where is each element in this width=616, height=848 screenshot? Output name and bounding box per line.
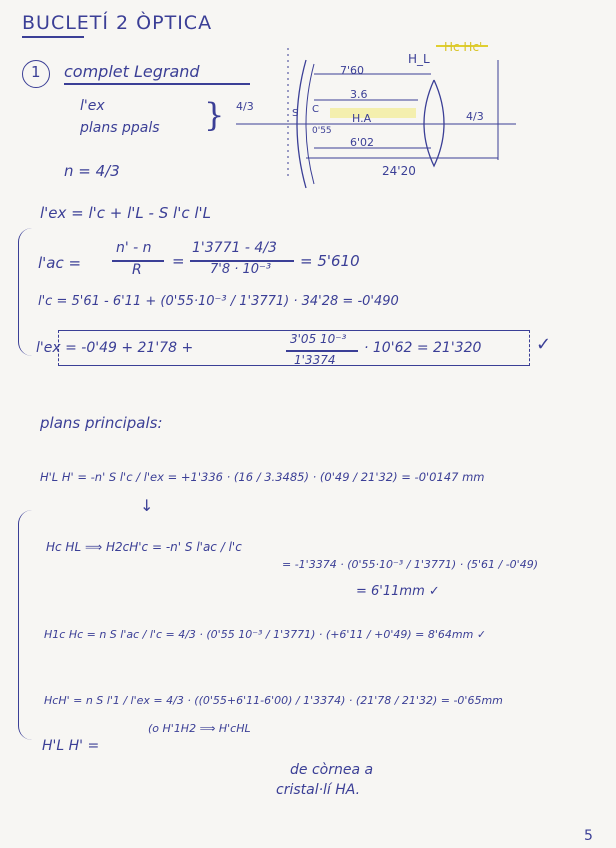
equation-2-rhs: = 5'610 [300,252,360,270]
diagram-label-left: 4/3 [236,100,254,113]
equation-2-den: R [132,262,142,278]
pp-arrow: ↓ [140,496,154,515]
diagram-label-total: 24'20 [382,164,416,178]
equation-bracket [18,228,33,356]
page-number: 5 [584,828,593,844]
diagram-label-36: 3.6 [350,88,368,101]
equation-2-num: n' - n [116,240,152,256]
section-heading-underline [64,83,250,85]
list-brace: } [204,96,225,134]
diagram-label-055: 0'55 [312,126,332,136]
diagram-label-c: C [312,104,319,115]
equation-2-lhs: l'ac = [38,254,82,272]
pp-row-4-note: (o H'1H2 ⟹ H'cHL [148,722,251,735]
equation-4-rhs: · 10'62 = 21'320 [364,340,482,356]
equation-4-frac-num: 3'05 10⁻³ [290,332,347,346]
diagram-label-hc-highlight: Hc Hc' [444,40,483,54]
list-item-plans: plans ppals [80,120,160,136]
section-number: 1 [31,63,41,81]
pp-row-2-rhs: = -1'3374 · (0'55·10⁻³ / 1'3771) · (5'61 / -0'49) [282,558,538,571]
list-item-lex: l'ex [80,98,105,114]
crystalline-lens [424,80,444,166]
title-underline [22,36,84,38]
equation-1: l'ex = l'c + l'L - S l'c l'L [40,204,211,222]
check-mark: ✓ [536,334,552,355]
pp-bracket [18,510,33,740]
diagram-label-760: 7'60 [340,64,365,77]
diagram-label-602: 6'02 [350,136,375,149]
equation-4-lhs: l'ex = -0'49 + 21'78 + [36,340,194,356]
footer-note-2: cristal·lí HA. [276,782,361,798]
equation-3: l'c = 5'61 - 6'11 + (0'55·10⁻³ / 1'3771) · 34'28 = -0'490 [38,294,399,309]
pp-row-5: H'L H' = [42,738,100,754]
diagram-label-right: 4/3 [466,110,484,123]
section-heading: complet Legrand [64,62,200,81]
equation-2-eq: = [172,252,185,270]
equation-2-mid-num: 1'3771 - 4/3 [192,240,277,256]
pp-row-1: H'L H' = -n' S l'c / l'ex = +1'336 · (16 / 3.3485) · (0'49 / 21'32) = -0'0147 mm [40,470,485,484]
pp-row-2-result: = 6'11mm ✓ [356,584,440,599]
pp-row-2-lhs: Hc HL ⟹ H2cH'c = -n' S l'ac / l'c [46,540,242,554]
footer-note-1: de còrnea a [290,762,374,778]
equation-4-frac-den: 1'3374 [294,353,336,367]
diagram-label-s: S [292,108,299,119]
refractive-index: n = 4/3 [64,162,120,180]
pp-row-3: H1c Hc = n S l'ac / l'c = 4/3 · (0'55 10⁻³ / 1'3771) · (+6'11 / +0'49) = 8'64mm ✓ [44,628,487,641]
equation-2-mid-den: 7'8 · 10⁻³ [210,262,272,277]
pp-row-4: HcH' = n S l'1 / l'ex = 4/3 · ((0'55+6'11-6'00) / 1'3374) · (21'78 / 21'32) = -0'65mm [44,694,503,707]
principal-planes-heading: plans principals: [40,414,163,432]
diagram-label-ha: H.A [352,112,372,125]
diagram-label-hl: H_L [408,52,430,66]
page-title: BUCLETÍ 2 ÒPTICA [22,12,213,34]
equation-4-frac-bar [286,350,358,352]
